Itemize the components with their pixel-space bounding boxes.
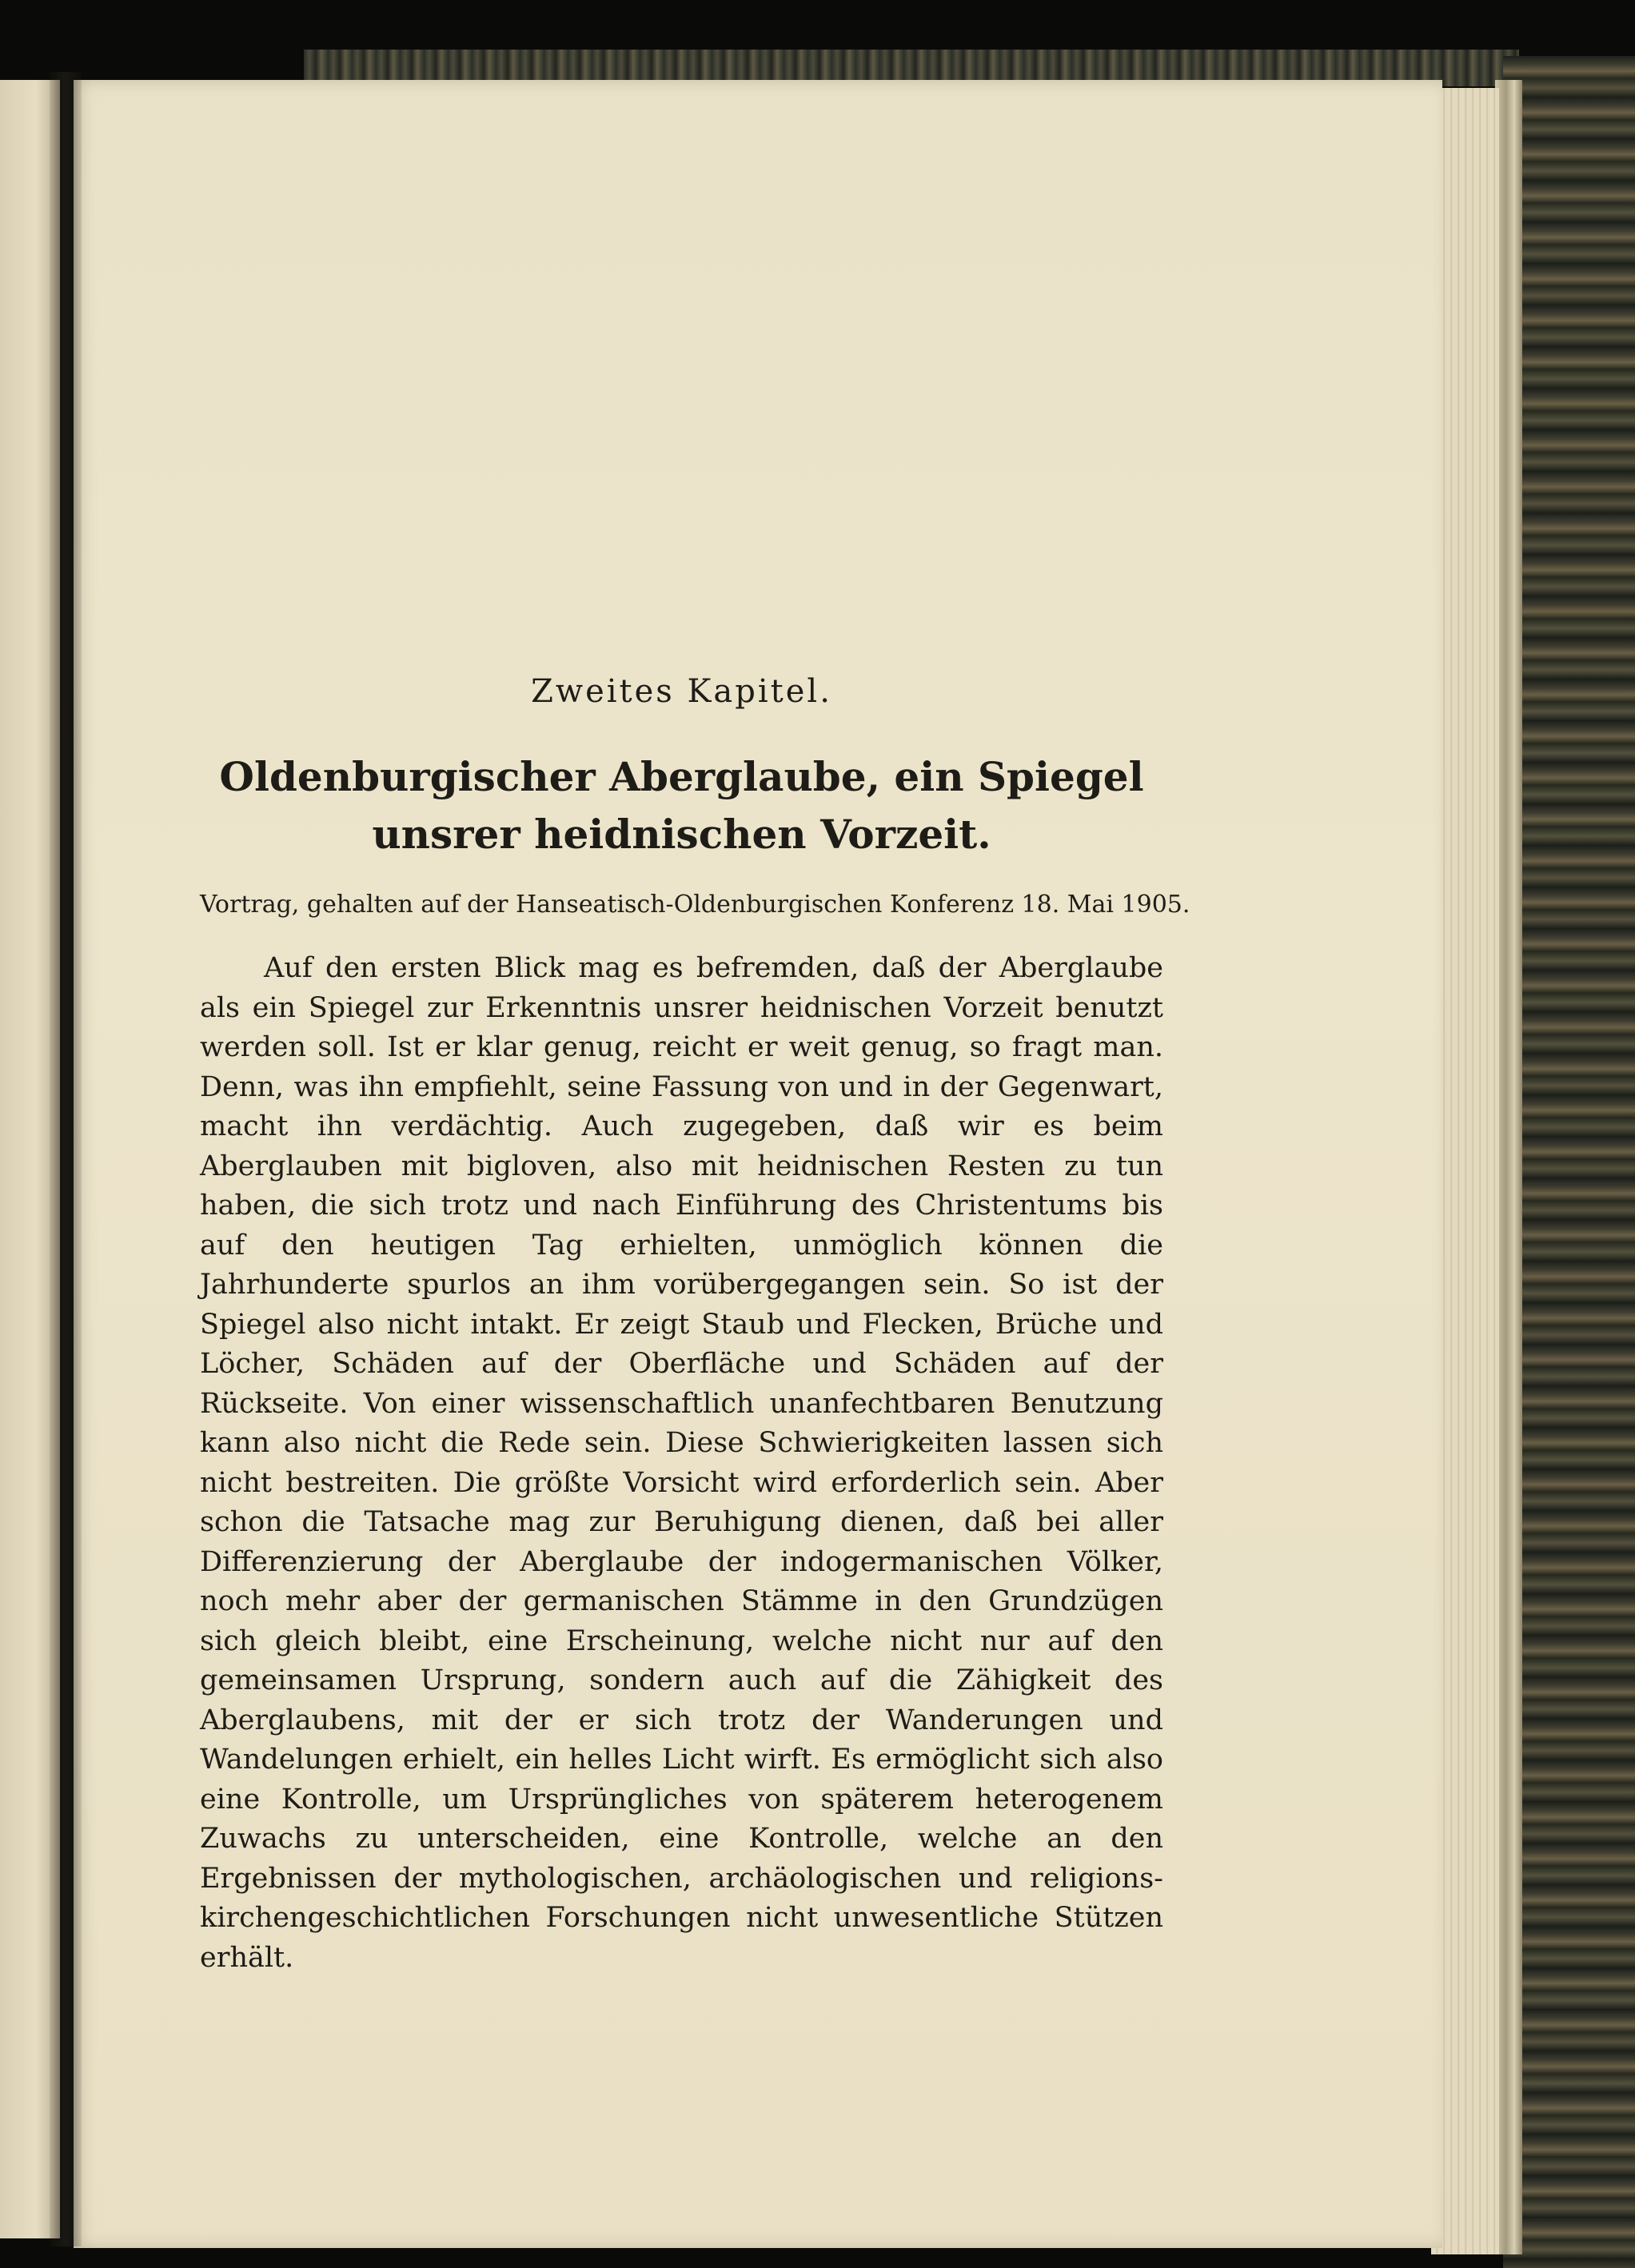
chapter-label: Zweites Kapitel. xyxy=(531,673,832,710)
page-content xyxy=(200,673,1190,1978)
gutter-shadow xyxy=(50,72,82,2246)
marbled-cover-right xyxy=(1503,56,1635,2268)
lecture-subtitle: Vortrag, gehalten auf der Hanseatisch-Oldenburgischen Konferenz 18. Mai 1905. xyxy=(200,891,1190,919)
chapter-title: Oldenburgischer Aberglaube, ein Spiegel unsrer heidnischen Vorzeit. xyxy=(219,753,1144,858)
body-paragraph: Auf den ersten Blick mag es befremden, daß der Aberglaube als ein Spiegel zur Erkenntnis unsrer heidnischen Vorzeit benutzt werden soll. Ist er klar genug, reicht er weit genug, so fragt man. Denn, was ihn empfiehlt, seine Fassung von und in der Gegenwart, macht ihn verdächtig. Auch zugegeben, daß wir es beim Aberglauben mit bigloven, also mit heidnischen Resten zu tun haben, die sich trotz und nach Einführung des Christentums bis auf den heutigen Tag erhielten, unmöglich können die Jahrhunderte spurlos an ihm vorübergegangen sein. So ist der Spiegel also nicht intakt. Er zeigt Staub und Flecken, Brüche und Löcher, Schäden auf der Oberfläche und Schäden auf der Rückseite. Von einer wissenschaftlich unanfechtbaren Benutzung kann also nicht die Rede sein. Diese Schwierigkeiten lassen sich nicht bestreiten. Die größte Vorsicht wird erforderlich sein. Aber schon die Tatsache mag zur Beruhigung dienen, daß bei aller Differenzierung der Aberglaube der indogermanischen Völker, noch mehr aber der germanischen Stämme in den Grundzügen sich gleich bleibt, eine Erscheinung, welche nicht nur auf den gemeinsamen Ursprung, sondern auch auf die Zähigkeit des Aberglaubens, mit der er sich trotz der Wanderungen und Wandelungen erhielt, ein helles Licht wirft. Es ermöglicht sich also eine Kontrolle, um Ursprüngliches von späterem heterogenem Zuwachs zu unterscheiden, eine Kontrolle, welche an den Ergebnissen der mythologischen, archäologischen und religions-kirchengeschichtlichen Forschungen nicht unwesentliche Stützen erhält. xyxy=(200,952,1163,1974)
cover-edge xyxy=(1495,80,1522,2254)
book-page xyxy=(74,80,1442,2248)
